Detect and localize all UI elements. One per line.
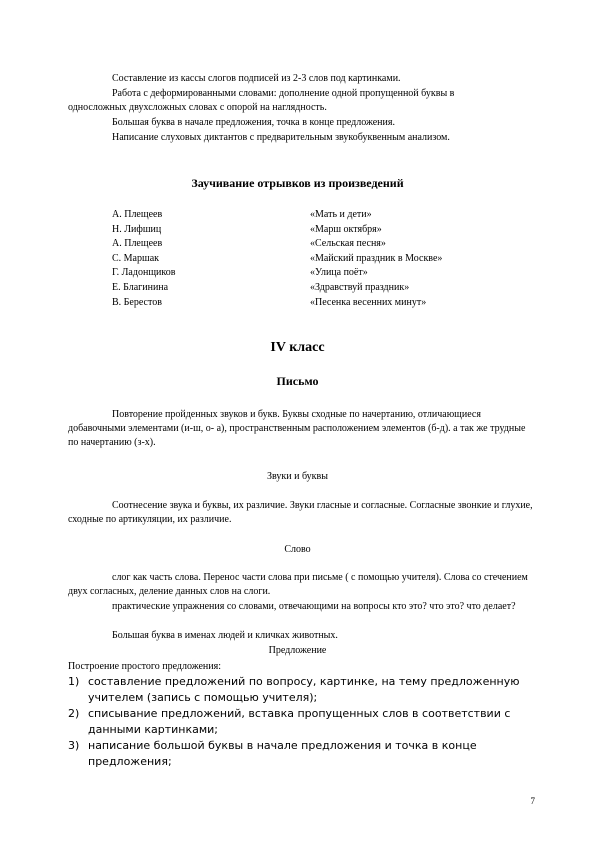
sentence-section: [68, 660, 538, 770]
item-number: 3): [68, 739, 80, 752]
word-paragraph: слог как часть слова. Перенос части слова при письме ( с помощью учителя). Слова со стечением двух согласных, деление данных слов на слоги.: [68, 572, 528, 597]
word-title: Слово: [284, 544, 311, 555]
work-title: «Марш октября»: [310, 223, 382, 235]
sentence-intro: Построение простого предложения:: [68, 661, 222, 672]
work-title: «Улица поёт»: [310, 267, 368, 279]
word-paragraph: практические упражнения со словами, отвечающими на вопросы кто это? что это? что делает?: [112, 601, 516, 612]
intro-line: Работа с деформированными словами: дополнение одной пропущенной буквы в: [112, 88, 455, 99]
sounds-paragraph: Соотнесение звука и буквы, их различие. Звуки гласные и согласные. Согласные звонкие и глухие, сходные по артикуляции, их различие.: [68, 500, 533, 525]
list-item: [68, 674, 538, 706]
memorization-title: Заучивание отрывков из произведений: [191, 176, 404, 190]
sentence-title: Предложение: [268, 645, 327, 656]
item-text: написание большой буквы в начале предложения и точка в конце предложения;: [88, 739, 477, 768]
item-text: составление предложений по вопросу, картинке, на тему предложенную учителем (запись с помощью учителя);: [88, 675, 520, 704]
work-title: «Песенка весенних минут»: [310, 296, 427, 308]
author: В. Берестов: [112, 296, 162, 308]
section-title: Письмо: [276, 374, 319, 388]
repeat-paragraph: Повторение пройденных звуков и букв. Буквы сходные по начертанию, отличающиеся добавочными элементами (и-ш, о- а), пространственным расположением элементов (б-д). а так же трудные по начертанию (з-х).: [68, 409, 526, 448]
author: Г. Ладонщиков: [112, 267, 176, 279]
page-number: 7: [530, 796, 535, 806]
work-title: «Майский праздник в Москве»: [310, 252, 443, 264]
work-title: «Мать и дети»: [310, 209, 372, 220]
author: Н. Лифшиц: [112, 223, 162, 235]
work-title: «Здравствуй праздник»: [310, 281, 410, 293]
word-paragraph: Большая буква в именах людей и кличках животных.: [112, 630, 338, 641]
intro-line: Большая буква в начале предложения, точка в конце предложения.: [112, 117, 395, 128]
item-number: 2): [68, 707, 80, 720]
item-number: 1): [68, 675, 80, 688]
intro-line: Составление из кассы слогов подписей из 2-3 слов под картинками.: [112, 73, 401, 84]
sounds-title: Звуки и буквы: [267, 471, 328, 482]
author: С. Маршак: [112, 252, 159, 264]
intro-line: односложных двухсложных словах с опорой на наглядность.: [68, 102, 327, 113]
item-text: списывание предложений, вставка пропущенных слов в соответствии с данными картинками;: [88, 707, 511, 736]
author: А. Плещеев: [112, 238, 163, 250]
work-title: «Сельская песня»: [310, 238, 386, 250]
list-item: [68, 706, 538, 738]
list-item: [68, 738, 538, 770]
intro-line: Написание слуховых диктантов с предварительным звукобуквенным анализом.: [112, 132, 450, 143]
author: А. Плещеев: [112, 209, 163, 220]
sentence-list: [68, 674, 538, 770]
grade-title: IV класс: [270, 340, 325, 355]
author: Е. Благинина: [112, 281, 169, 293]
